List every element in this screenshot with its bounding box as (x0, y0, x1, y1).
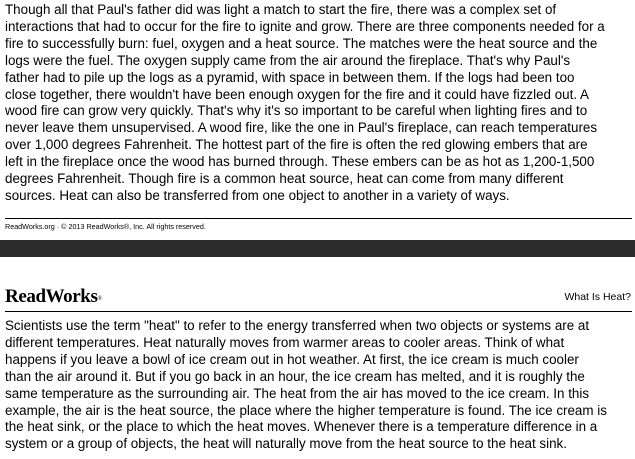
readworks-logo (5, 286, 102, 308)
text-line: over 1,000 degrees Fahrenheit. The hottest part of the fire is often the red glowing embers that are (5, 137, 588, 153)
logo-wordmark: ReadWorks (5, 286, 98, 307)
text-line: happens if you leave a bowl of ice cream out in hot weather. At first, the ice cream is much cooler (5, 351, 579, 367)
document-page-2 (0, 257, 635, 459)
text-line: example, the air is the heat source, the place where the higher temperature is found. The ice cream is (5, 402, 607, 418)
text-line: logs were the fuel. The oxygen supply came from the air around the fireplace. That's why Paul's (5, 52, 571, 68)
text-line: never leave them unsupervised. A wood fire, like the one in Paul's fireplace, can reach temperatures (5, 120, 598, 136)
text-line: different temperatures. Heat naturally moves from warmer areas to cooler areas. Think of what (5, 334, 565, 350)
body-paragraph (5, 2, 632, 205)
text-line: close together, there wouldn't have been enough oxygen for the fire and it could have fizzled out. A (5, 86, 589, 102)
text-line: sources. Heat can also be transferred from one object to another in a variety of ways. (5, 187, 510, 203)
text-line: Scientists use the term "heat" to refer to the energy transferred when two objects or systems are at (5, 318, 590, 333)
body-paragraph (5, 318, 632, 453)
text-line: father had to pile up the logs as a pyramid, with space in between them. If the logs had been too (5, 69, 575, 85)
text-line: left in the fireplace once the wood has burned through. These embers can be as hot as 1,200-1,500 (5, 154, 595, 170)
text-line: interactions that had to occur for the fire to ignite and grow. There are three components needed for a (5, 18, 605, 34)
text-line: Though all that Paul's father did was light a match to start the fire, there was a complex set of (5, 2, 557, 17)
text-line: system or a group of objects, the heat will naturally move from the heat source to the heat sink. (5, 436, 567, 452)
page-gap (0, 240, 635, 257)
text-line: wood fire can grow very quickly. That's why it's so important to be careful when lighting fires and to (5, 103, 588, 119)
text-line: degrees Fahrenheit. Though fire is a common heat source, heat can come from many different (5, 171, 564, 187)
page-title: What Is Heat? (564, 291, 631, 303)
header-divider (5, 311, 632, 312)
text-line: same temperature as the surrounding air. The heat from the air has moved to the ice cream. In this (5, 385, 590, 401)
registered-mark: ® (97, 296, 102, 302)
copyright-footer: ReadWorks.org · © 2013 ReadWorks®, Inc. All rights reserved. (5, 222, 206, 231)
text-line: fire to successfully burn: fuel, oxygen and a heat source. The matches were the heat source and the (5, 35, 598, 51)
text-line: the heat sink, or the place to which the heat moves. Whenever there is a temperature difference in a (5, 419, 598, 435)
footer-divider (5, 218, 632, 219)
text-line: than the air around it. But if you go back in an hour, the ice cream has melted, and it is roughly the (5, 368, 585, 384)
